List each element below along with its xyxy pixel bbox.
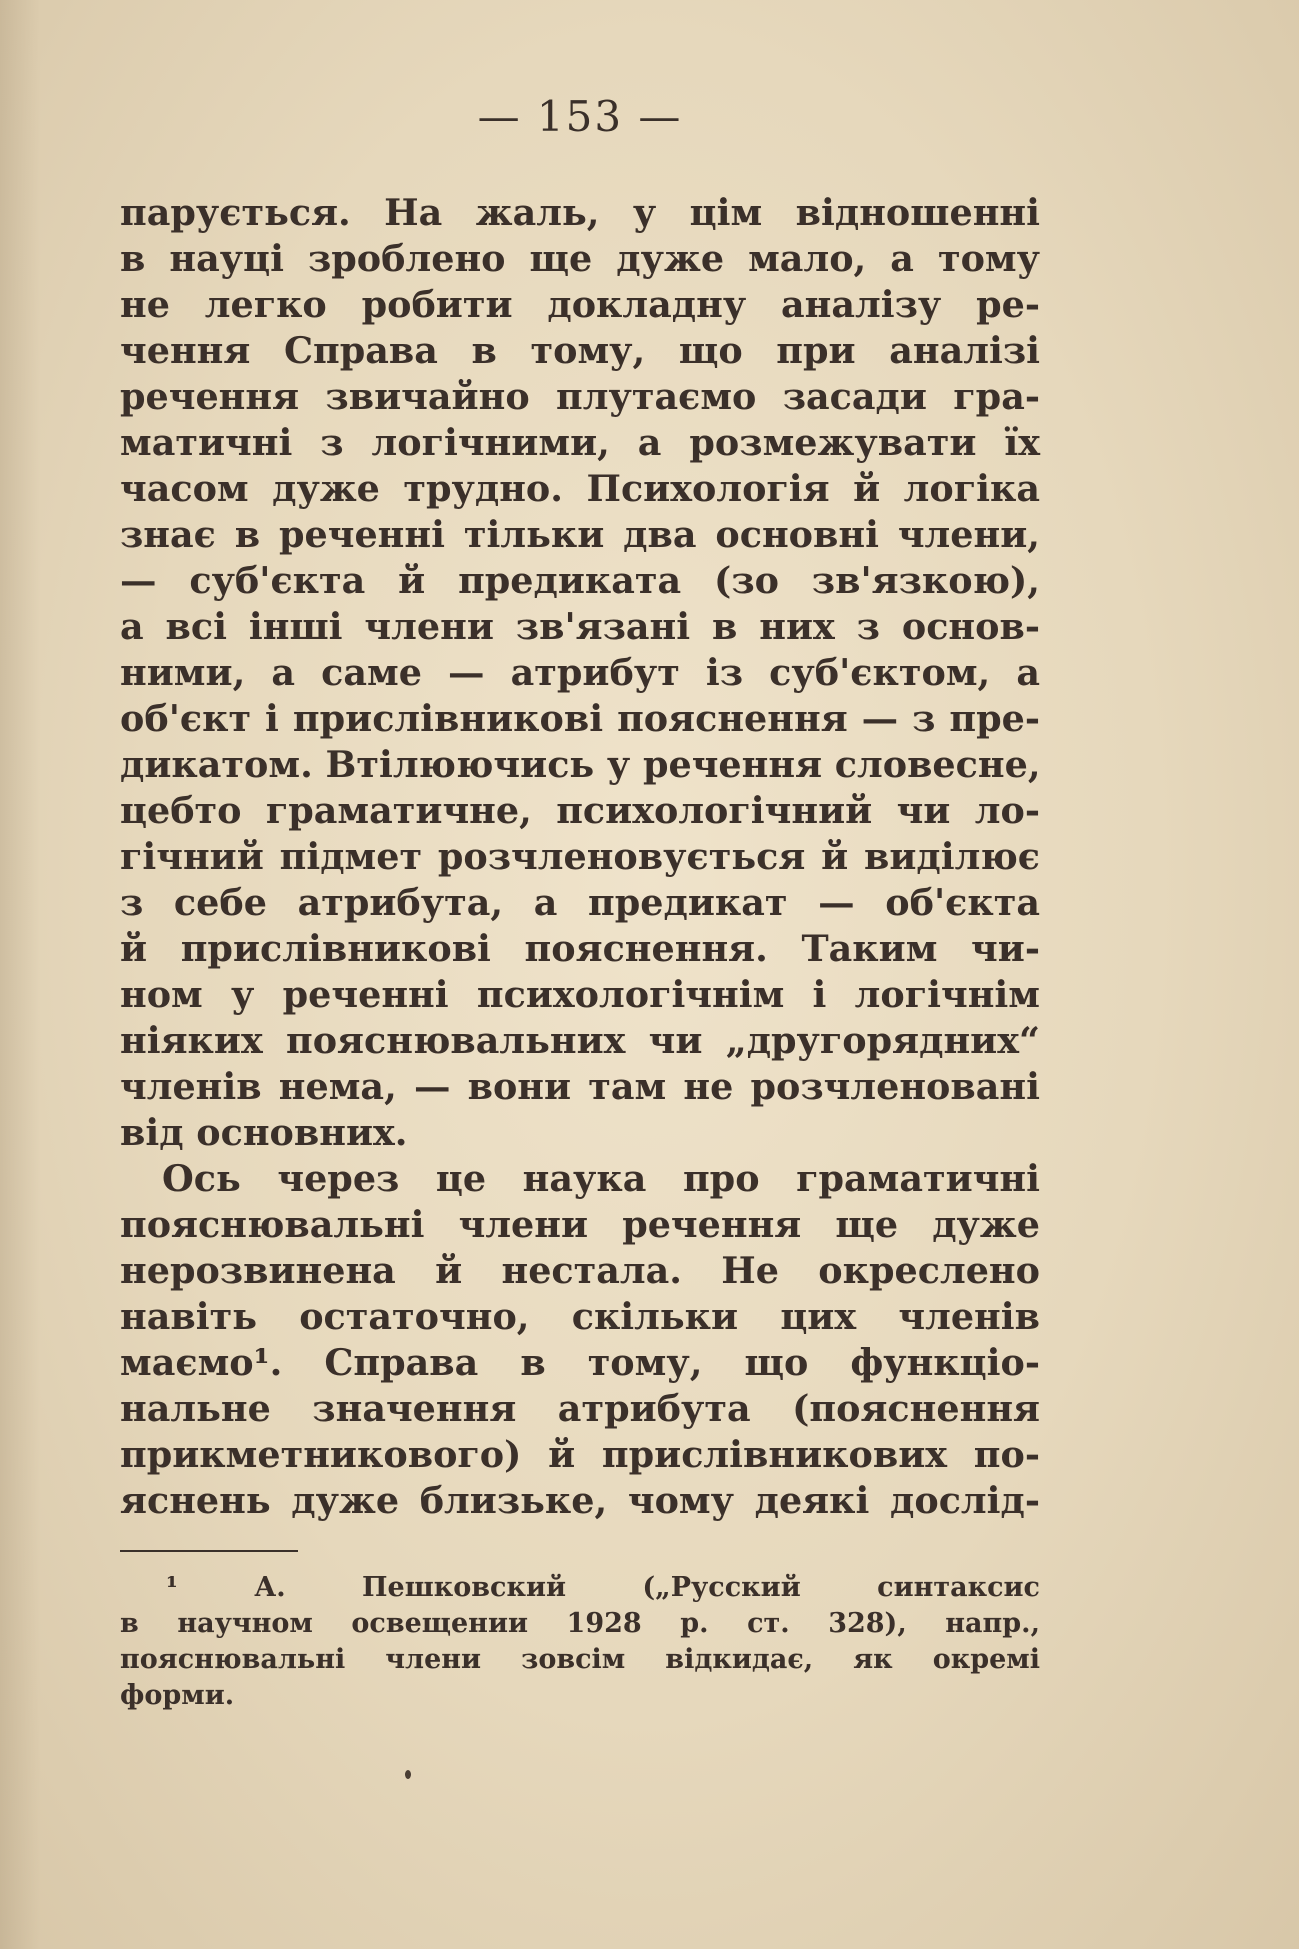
text-line: й прислівникові пояснення. Таким чи- — [120, 927, 1040, 970]
text-line: дикатом. Втілюючись у речення словесне, — [120, 743, 1041, 786]
footnote-line: форми. — [120, 1680, 235, 1711]
text-line: ніяких пояснювальних чи „другорядних“ — [120, 1019, 1040, 1062]
text-line: в науці зроблено ще дуже мало, а тому — [120, 237, 1040, 280]
text-line: матичні з логічними, а розмежувати їх — [120, 421, 1040, 464]
text-line: нальне значення атрибута (пояснення — [120, 1387, 1040, 1430]
page-number: — 153 — — [477, 92, 683, 141]
text-line: з себе атрибута, а предикат — об'єкта — [120, 881, 1040, 924]
text-line: нерозвинена й нестала. Не окреслено — [120, 1249, 1040, 1292]
text-line: яснень дуже близьке, чому деякі дослід- — [120, 1479, 1040, 1522]
footnote — [120, 1570, 1040, 1714]
text-line: чення Справа в тому, що при аналізі — [120, 329, 1040, 372]
text-line: речення звичайно плутаємо засади гра- — [120, 375, 1040, 418]
text-line: ном у реченні психологічнім і логічнім — [120, 973, 1040, 1016]
text-line: не легко робити докладну аналізу ре- — [120, 283, 1040, 326]
paragraph-first-line: Ось через це наука про граматичні — [162, 1157, 1040, 1200]
text-line: знає в реченні тільки два основні члени, — [120, 513, 1040, 556]
text-line: — суб'єкта й предиката (зо зв'язкою), — [120, 559, 1040, 602]
text-line: гічний підмет розчленовується й виділює — [120, 835, 1040, 878]
text-line: від основних. — [120, 1111, 408, 1154]
body-text — [120, 190, 1040, 1524]
text-line: цебто граматичне, психологічний чи ло- — [120, 789, 1040, 832]
text-line: маємо¹. Справа в тому, що функціо- — [120, 1341, 1040, 1384]
text-line: членів нема, — вони там не розчленовані — [120, 1065, 1040, 1108]
text-line: об'єкт і прислівникові пояснення — з пре- — [120, 697, 1040, 740]
footnote-separator — [120, 1550, 298, 1552]
footnote-line: в научном освещении 1928 р. ст. 328), напр., — [120, 1608, 1040, 1639]
text-line: навіть остаточно, скільки цих членів — [120, 1295, 1040, 1338]
footnote-line: пояснювальні члени зовсім відкидає, як окремі — [120, 1644, 1040, 1675]
footnote-line: ¹ А. Пешковский („Русский синтаксис — [166, 1572, 1040, 1603]
ink-speck — [405, 1770, 411, 1779]
text-line: прикметникового) й прислівникових по- — [120, 1433, 1040, 1476]
page-edge-shadow — [0, 0, 40, 1949]
text-line: пояснювальні члени речення ще дуже — [120, 1203, 1040, 1246]
text-line: ними, а саме — атрибут із суб'єктом, а — [120, 651, 1040, 694]
text-line: часом дуже трудно. Психологія й логіка — [120, 467, 1040, 510]
text-line: а всі інші члени зв'язані в них з основ- — [120, 605, 1040, 648]
text-line: парується. На жаль, у цім відношенні — [120, 191, 1040, 234]
